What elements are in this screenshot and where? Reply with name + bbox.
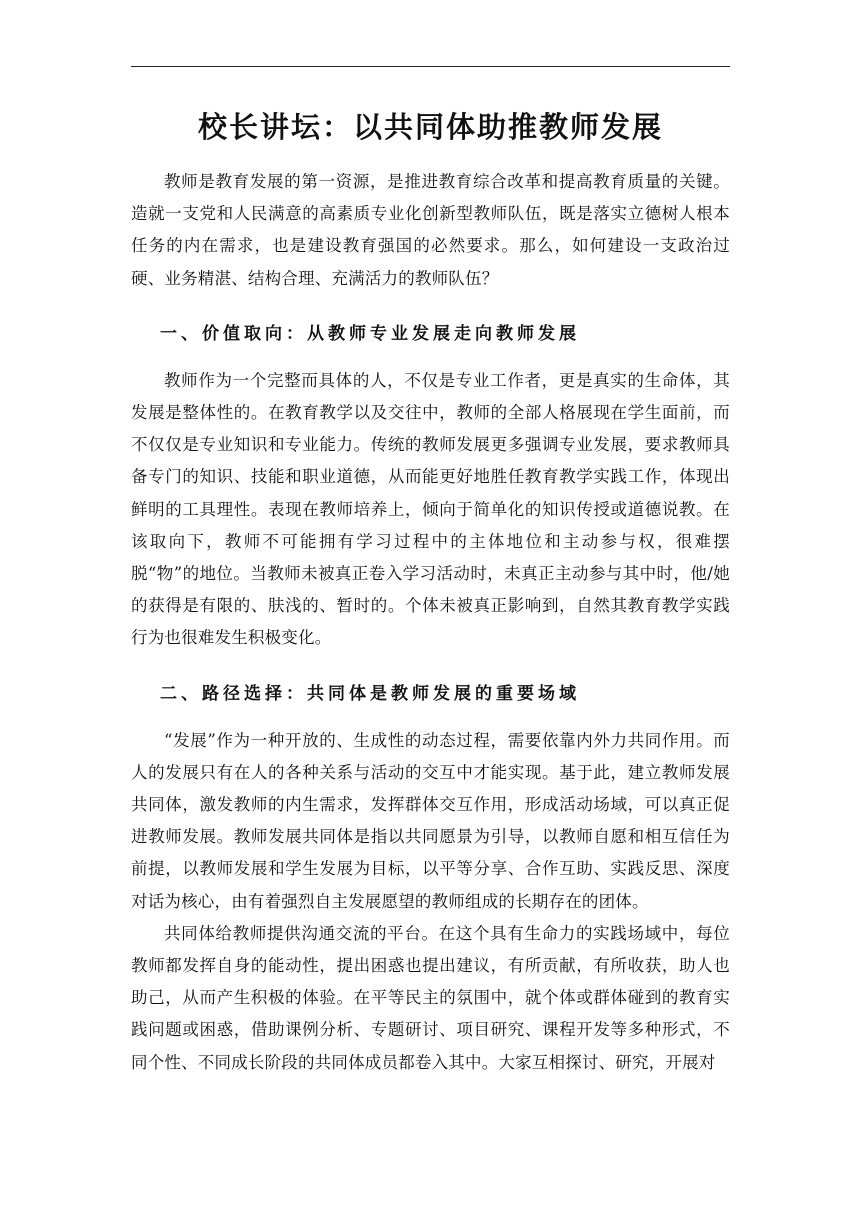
section-paragraph: 教师作为一个完整而具体的人，不仅是专业工作者，更是真实的生命体，其发展是整体性的。在教育教学以及交往中，教师的全部人格展现在学生面前，而不仅仅是专业知识和专业能力。传统的教师发展更多强调专业发展，要求教师具备专门的知识、技能和职业道德，从而能更好地胜任教育教学实践工作，体现出鲜明的工具理性。表现在教师培养上，倾向于简单化的知识传授或道德说教。在该取向下，教师不可能拥有学习过程中的主体地位和主动参与权，很难摆脱“物”的地位。当教师未被真正卷入学习活动时，未真正主动参与其中时，他/她的获得是有限的、肤浅的、暂时的。个体未被真正影响到，自然其教育教学实践行为也很难发生积极变化。: [131, 370, 730, 648]
section-heading: 二、路径选择：共同体是教师发展的重要场域: [160, 683, 580, 704]
section-paragraph: “发展”作为一种开放的、生成性的动态过程，需要依靠内外力共同作用。而人的发展只有在人的各种关系与活动的交互中才能实现。基于此，建立教师发展共同体，激发教师的内生需求，发挥群体交互作用，形成活动场域，可以真正促进教师发展。教师发展共同体是指以共同愿景为引导，以教师自愿和相互信任为前提，以教师发展和学生发展为目标，以平等分享、合作互助、实践反思、深度对话为核心，由有着强烈自主发展愿望的教师组成的长期存在的团体。: [131, 730, 730, 911]
section-heading: 一、价值取向：从教师专业发展走向教师发展: [160, 323, 580, 344]
document-body: [131, 100, 730, 1079]
section-paragraph: 共同体给教师提供沟通交流的平台。在这个具有生命力的实践场域中，每位教师都发挥自身的能动性，提出困惑也提出建议，有所贡献，有所收获，助人也助己，从而产生积极的体验。在平等民主的氛围中，就个体或群体碰到的教育实践问题或困惑，借助课例分析、专题研讨、项目研究、课程开发等多种形式，不同个性、不同成长阶段的共同体成员都卷入其中。大家互相探讨、研究，开展对: [131, 923, 730, 1072]
section-path-selection: [131, 677, 730, 1079]
section-value-orientation: [131, 317, 730, 655]
intro-paragraph: 教师是教育发展的第一资源，是推进教育综合改革和提高教育质量的关键。造就一支党和人民满意的高素质专业化创新型教师队伍，既是落实立德树人根本任务的内在需求，也是建设教育强国的必然要求。那么，如何建设一支政治过硬、业务精湛、结构合理、充满活力的教师队伍？: [131, 172, 730, 288]
header-rule: [131, 66, 730, 67]
document-title: 校长讲坛：以共同体助推教师发展: [197, 110, 663, 144]
